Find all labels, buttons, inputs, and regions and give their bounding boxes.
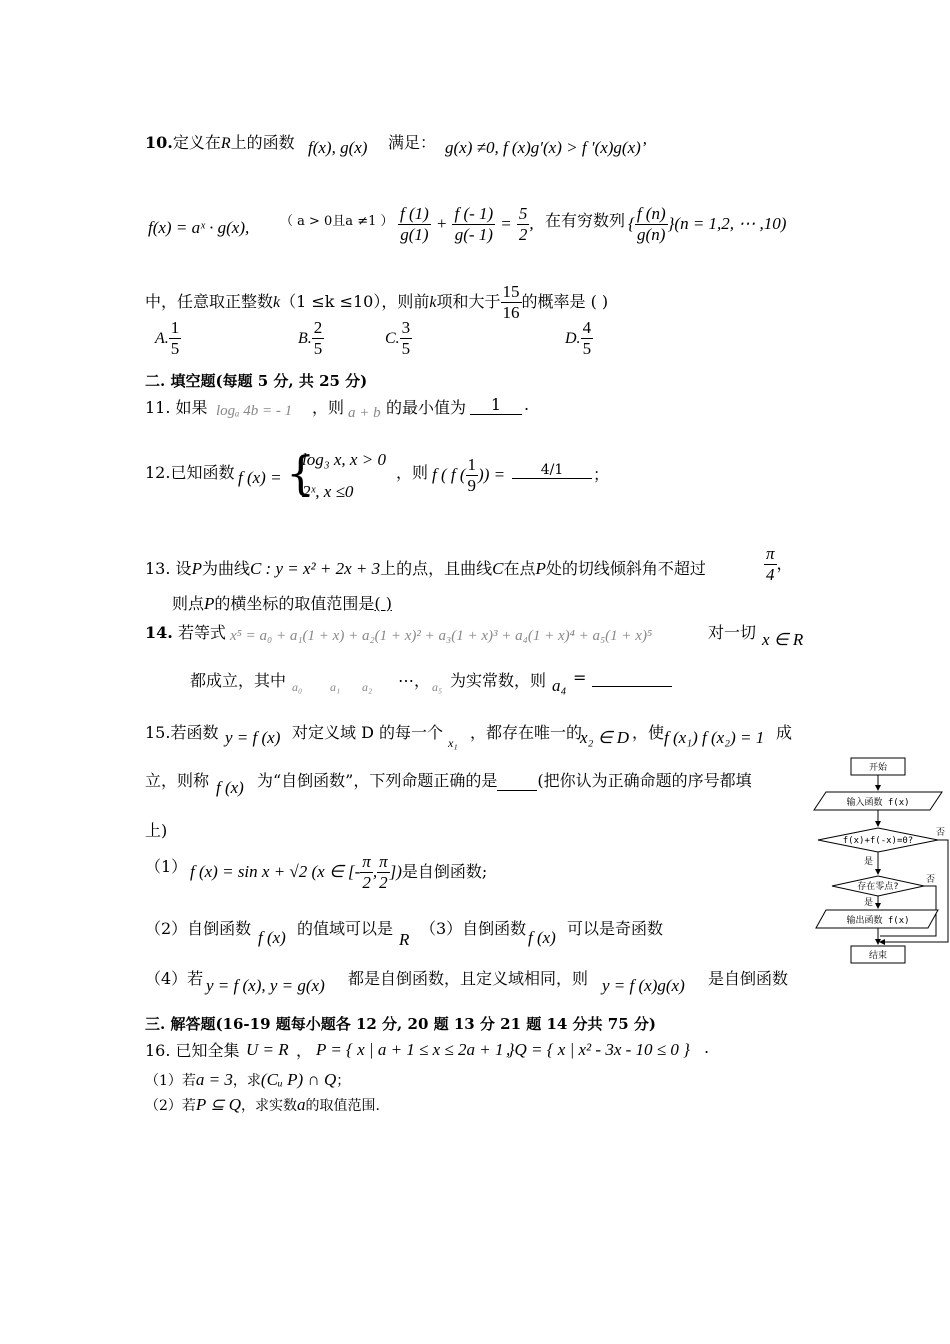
q15-text3: ，都存在唯一的: [470, 723, 583, 742]
q11: [145, 395, 208, 418]
frac-num: 3: [401, 318, 411, 337]
frac-num: 4: [582, 318, 592, 337]
q10-k: k: [429, 294, 437, 311]
q15-text2: 对定义域 D 的每一个: [292, 723, 444, 742]
q16-sub1-a: a = 3: [195, 1070, 233, 1089]
frac-num: f (n): [636, 204, 666, 223]
q14-a1: a₁: [330, 680, 341, 694]
q10-line3: [145, 282, 608, 323]
frac-num: π: [379, 852, 388, 871]
frac-den: g(1): [400, 225, 429, 244]
q15-item4-expr: y = f (x), y = g(x): [206, 976, 325, 995]
q12-answer: 4/1: [512, 462, 592, 479]
q14-text2: 对一切: [708, 623, 757, 642]
q15-item2-text: 的值域可以是: [297, 919, 394, 938]
q10-text3c: 项和大于: [436, 292, 501, 311]
q15-item2-fx: f (x): [258, 928, 286, 947]
q10-option-a: [155, 318, 181, 359]
q10-text3b: ，则前: [381, 292, 430, 311]
flowchart-cond1: f(x)+f(-x)=0?: [842, 836, 914, 846]
q10-definition: f(x) = aˣ · g(x),: [148, 218, 250, 237]
q10-satisfies: 满足：: [388, 133, 437, 152]
q13-answer: ( ): [374, 594, 392, 613]
q16-intro: [145, 1038, 240, 1061]
q15-fx: f (x): [216, 778, 244, 797]
q16-sub2-end: 的取值范围.: [305, 1098, 380, 1114]
q16-Q: , Q = { x | x² - 3x - 10 ≤ 0 }: [506, 1040, 690, 1059]
q15-item1-expr: f (x) = sin x + √2 (x ∈ [-: [190, 862, 361, 881]
frac-den: 5: [313, 339, 323, 358]
q13-text3: 上的点，且曲线: [380, 559, 493, 578]
flowchart-start: 开始: [868, 763, 888, 773]
q10-number: 10.: [145, 133, 173, 152]
frac-num: 1: [170, 318, 180, 337]
flowchart-no1: 否: [936, 828, 946, 838]
frac-num: 2: [313, 318, 323, 337]
q15-item1-label: （1）: [145, 857, 188, 876]
flowchart-yes2: 是: [864, 898, 874, 908]
q11-end: .: [524, 395, 530, 414]
q16-sub2-label: （2）若: [145, 1098, 196, 1114]
q16-sub2: [145, 1095, 380, 1115]
q11-answer: 1: [470, 395, 522, 415]
q14-line1: [145, 620, 226, 643]
q16-sub1-end: ；: [336, 1073, 351, 1089]
q15-item1-end: ]): [389, 862, 402, 881]
section-3-heading: 三. 解答题(16-19 题每小题各 12 分, 20 题 13 分 21 题 14 分共 75 分): [145, 1015, 656, 1033]
q12-end: ；: [593, 465, 610, 484]
q12-expr: [432, 455, 505, 496]
flowchart-end: 结束: [868, 951, 888, 961]
q16-end: .: [704, 1038, 710, 1057]
q13-text4: 在点: [503, 559, 536, 578]
q13-P: P: [535, 559, 546, 578]
q15-item1-comma: ,: [372, 862, 378, 881]
q11-expr: logₐ 4b = - 1: [216, 403, 293, 419]
frac-den: 4: [766, 565, 775, 584]
option-label: C.: [385, 330, 400, 347]
q12-expr-end: )) =: [478, 465, 506, 484]
q15-item4-text2: 是自倒函数: [708, 969, 789, 988]
q13-curve: C : y = x² + 2x + 3: [249, 559, 381, 578]
q11-number: 11.: [145, 398, 171, 417]
q15-item3-label: （3）自倒函数: [420, 919, 527, 938]
q15-line2: [257, 768, 752, 791]
q13-C: C: [492, 559, 504, 578]
frac-den: g(- 1): [454, 225, 493, 244]
q15-line3: 上): [145, 821, 168, 840]
q10-a-condition: （ a > 0且a ≠1 ）: [280, 214, 394, 229]
q13-P: P: [191, 559, 202, 578]
q10-condition: g(x) ≠0, f (x)g′(x) > f ′(x)g(x)’: [445, 138, 647, 157]
frac-num: f (- 1): [454, 204, 494, 223]
q12-expr-start: f ( f (: [432, 465, 466, 484]
q10-text3d: 的概率是 ( ): [521, 292, 609, 311]
q15-text4: ，使: [632, 723, 665, 742]
frac-den: 5: [170, 339, 180, 358]
plus-sign: +: [435, 214, 448, 233]
q13-line2: [172, 591, 392, 614]
flowchart-cond2: 存在零点?: [857, 882, 899, 892]
q16-sub1-label: （1）若: [145, 1073, 196, 1089]
q15-prod: f (x₁) f (x₂) = 1: [664, 728, 765, 747]
q13-number: 13.: [145, 559, 171, 578]
q15-item4-expr2: y = f (x)g(x): [602, 976, 685, 995]
q15-item1-text: 是自倒函数;: [401, 862, 488, 881]
frac-den: g(n): [637, 225, 666, 244]
q13-line1: [145, 556, 706, 579]
q15-item4-text: 都是自倒函数，且定义域相同，则: [348, 969, 589, 988]
q12-case2: 2ˣ, x ≤0: [302, 482, 354, 501]
sequence-range: }(n = 1,2, ⋯ ,10): [667, 214, 787, 233]
frac-num: 15: [502, 282, 520, 301]
q10-line1: [145, 130, 295, 153]
q13-comma: ，: [776, 554, 793, 573]
q13-text1: 设: [175, 559, 192, 578]
q15-x2D: x₂ ∈ D: [580, 728, 630, 747]
q15-item2-label: （2）自倒函数: [145, 919, 252, 938]
q12-intro: [145, 460, 234, 483]
q16-number: 16.: [145, 1041, 171, 1060]
q15-number: 15.: [145, 723, 171, 742]
q14-a0: a₀: [292, 680, 303, 694]
q12-text1: 已知函数: [170, 463, 235, 482]
q13-P: P: [204, 594, 215, 613]
q10-funcs: f(x), g(x): [308, 138, 368, 157]
frac-den: 2: [362, 873, 371, 892]
q15-item1: [190, 852, 487, 893]
q16-sub2-expr: P ⊆ Q: [195, 1095, 242, 1114]
q14-line2a: 都成立，其中: [190, 671, 287, 690]
flowchart-yes1: 是: [864, 857, 874, 867]
q16-sub2-text: ，求实数: [241, 1098, 298, 1114]
q15-item4-label: （4）若: [145, 969, 204, 988]
q12-text2: ，则: [396, 463, 429, 482]
option-label: B.: [298, 330, 312, 347]
q14-a4: a₄: [552, 676, 567, 695]
q15-line2a: 立，则称: [145, 771, 210, 790]
q14-xR: x ∈ R: [762, 630, 804, 649]
q15-yfx: y = f (x): [225, 728, 281, 747]
equals-sign: =: [500, 214, 512, 233]
q15-line2c: (把你认为正确命题的序号都填: [537, 771, 752, 790]
q14-a5: a₅: [432, 680, 443, 694]
flowchart-input: 输入函数 f(x): [846, 798, 910, 808]
piecewise-brace: {: [286, 446, 316, 500]
section-2-heading: 二. 填空题(每题 5 分, 共 25 分): [145, 372, 368, 390]
q11-expr2: a + b: [348, 405, 381, 421]
q16-P: P = { x | a + 1 ≤ x ≤ 2a + 1 }: [316, 1040, 515, 1059]
q14-text1: 若等式: [177, 623, 226, 642]
q12-case1: log₃ x, x > 0: [302, 450, 386, 469]
frac-den: 5: [401, 339, 411, 358]
q14-dots: ⋯，: [398, 671, 431, 690]
frac-den: 5: [582, 339, 592, 358]
flowchart: [808, 756, 950, 966]
flowchart-no2: 否: [926, 875, 936, 885]
frac-num: f (1): [400, 204, 429, 223]
frac-den: 2: [518, 225, 528, 244]
q11-text2: ，则: [312, 398, 345, 417]
frac-num: π: [362, 852, 371, 871]
q15-text1: 若函数: [170, 723, 219, 742]
q15-item3-fx: f (x): [528, 928, 556, 947]
q16-sub2-a: a: [297, 1095, 306, 1114]
q10-option-b: [298, 318, 324, 359]
q10-ratio-sum: $\frac{f (1)}{g(1)}$ + $\frac{f (- 1)}{g(- 1)}$ = $\frac{5}{2}$ ,: [400, 204, 534, 244]
q14-answer-blank: [592, 670, 672, 687]
option-label: D.: [565, 330, 581, 347]
q16-sub1: [145, 1070, 350, 1090]
q16-sep: ，: [296, 1041, 313, 1060]
frac-den: 9: [467, 476, 477, 495]
q10-text: 定义在: [172, 133, 221, 152]
q10-R: R: [220, 135, 231, 152]
q13-pi-fraction: [764, 544, 793, 585]
q11-text1: 如果: [175, 398, 208, 417]
q10-option-c: [385, 318, 412, 359]
q10-sequence: { $\frac{f (n)}{g(n)}$ }(n = 1,2, ⋯ ,10): [628, 204, 787, 244]
q14-line2b: 为实常数，则: [450, 671, 547, 690]
q14-eq: =: [573, 668, 587, 687]
q10-text3a: 中，任意取正整数: [145, 292, 274, 311]
q10-in-sequence: 在有穷数列: [545, 211, 626, 230]
q16-U: U = R: [246, 1040, 289, 1059]
q14-number: 14.: [145, 623, 173, 642]
q10-k: k: [273, 294, 281, 311]
q15-x1: x₁: [448, 736, 458, 750]
q12-fx: f (x) =: [238, 468, 282, 487]
q14-expr: x⁵ = a₀ + a₁(1 + x) + a₂(1 + x)² + a₃(1 + x)³ + a₄(1 + x)⁴ + a₅(1 + x)⁵: [230, 628, 653, 644]
frac-den: 2: [379, 873, 388, 892]
q16-sub1-expr: (Cᵤ P) ∩ Q: [260, 1070, 337, 1089]
q15-line2b: 为“自倒函数”，下列命题正确的是: [257, 771, 498, 790]
frac-num: 1: [467, 455, 477, 474]
q15-item2-R: R: [399, 930, 410, 949]
frac-den: 16: [502, 303, 520, 322]
q13-text5: 处的切线倾斜角不超过: [545, 559, 706, 578]
option-label: A.: [155, 330, 169, 347]
q10-text2: 上的函数: [230, 133, 295, 152]
q10-option-d: [565, 318, 593, 359]
q12-number: 12.: [145, 463, 171, 482]
q11-text3: 的最小值为: [386, 398, 467, 417]
q13-line2b: 的横坐标的取值范围是: [214, 594, 375, 613]
q15-intro: [145, 720, 218, 743]
q16-sub1-text: ，求: [232, 1073, 261, 1089]
frac-num: π: [766, 544, 775, 563]
q15-item3-text: 可以是奇函数: [567, 919, 664, 938]
q13-line2a: 则点: [172, 594, 205, 613]
q15-text5: 成: [776, 723, 793, 742]
flowchart-output: 输出函数 f(x): [846, 916, 910, 926]
q13-text2: 为曲线: [201, 559, 250, 578]
q10-k-condition: （1 ≤k ≤10）: [280, 292, 382, 311]
frac-num: 5: [518, 204, 528, 223]
q14-a2: a₂: [362, 680, 373, 694]
q16-text1: 已知全集: [175, 1041, 240, 1060]
